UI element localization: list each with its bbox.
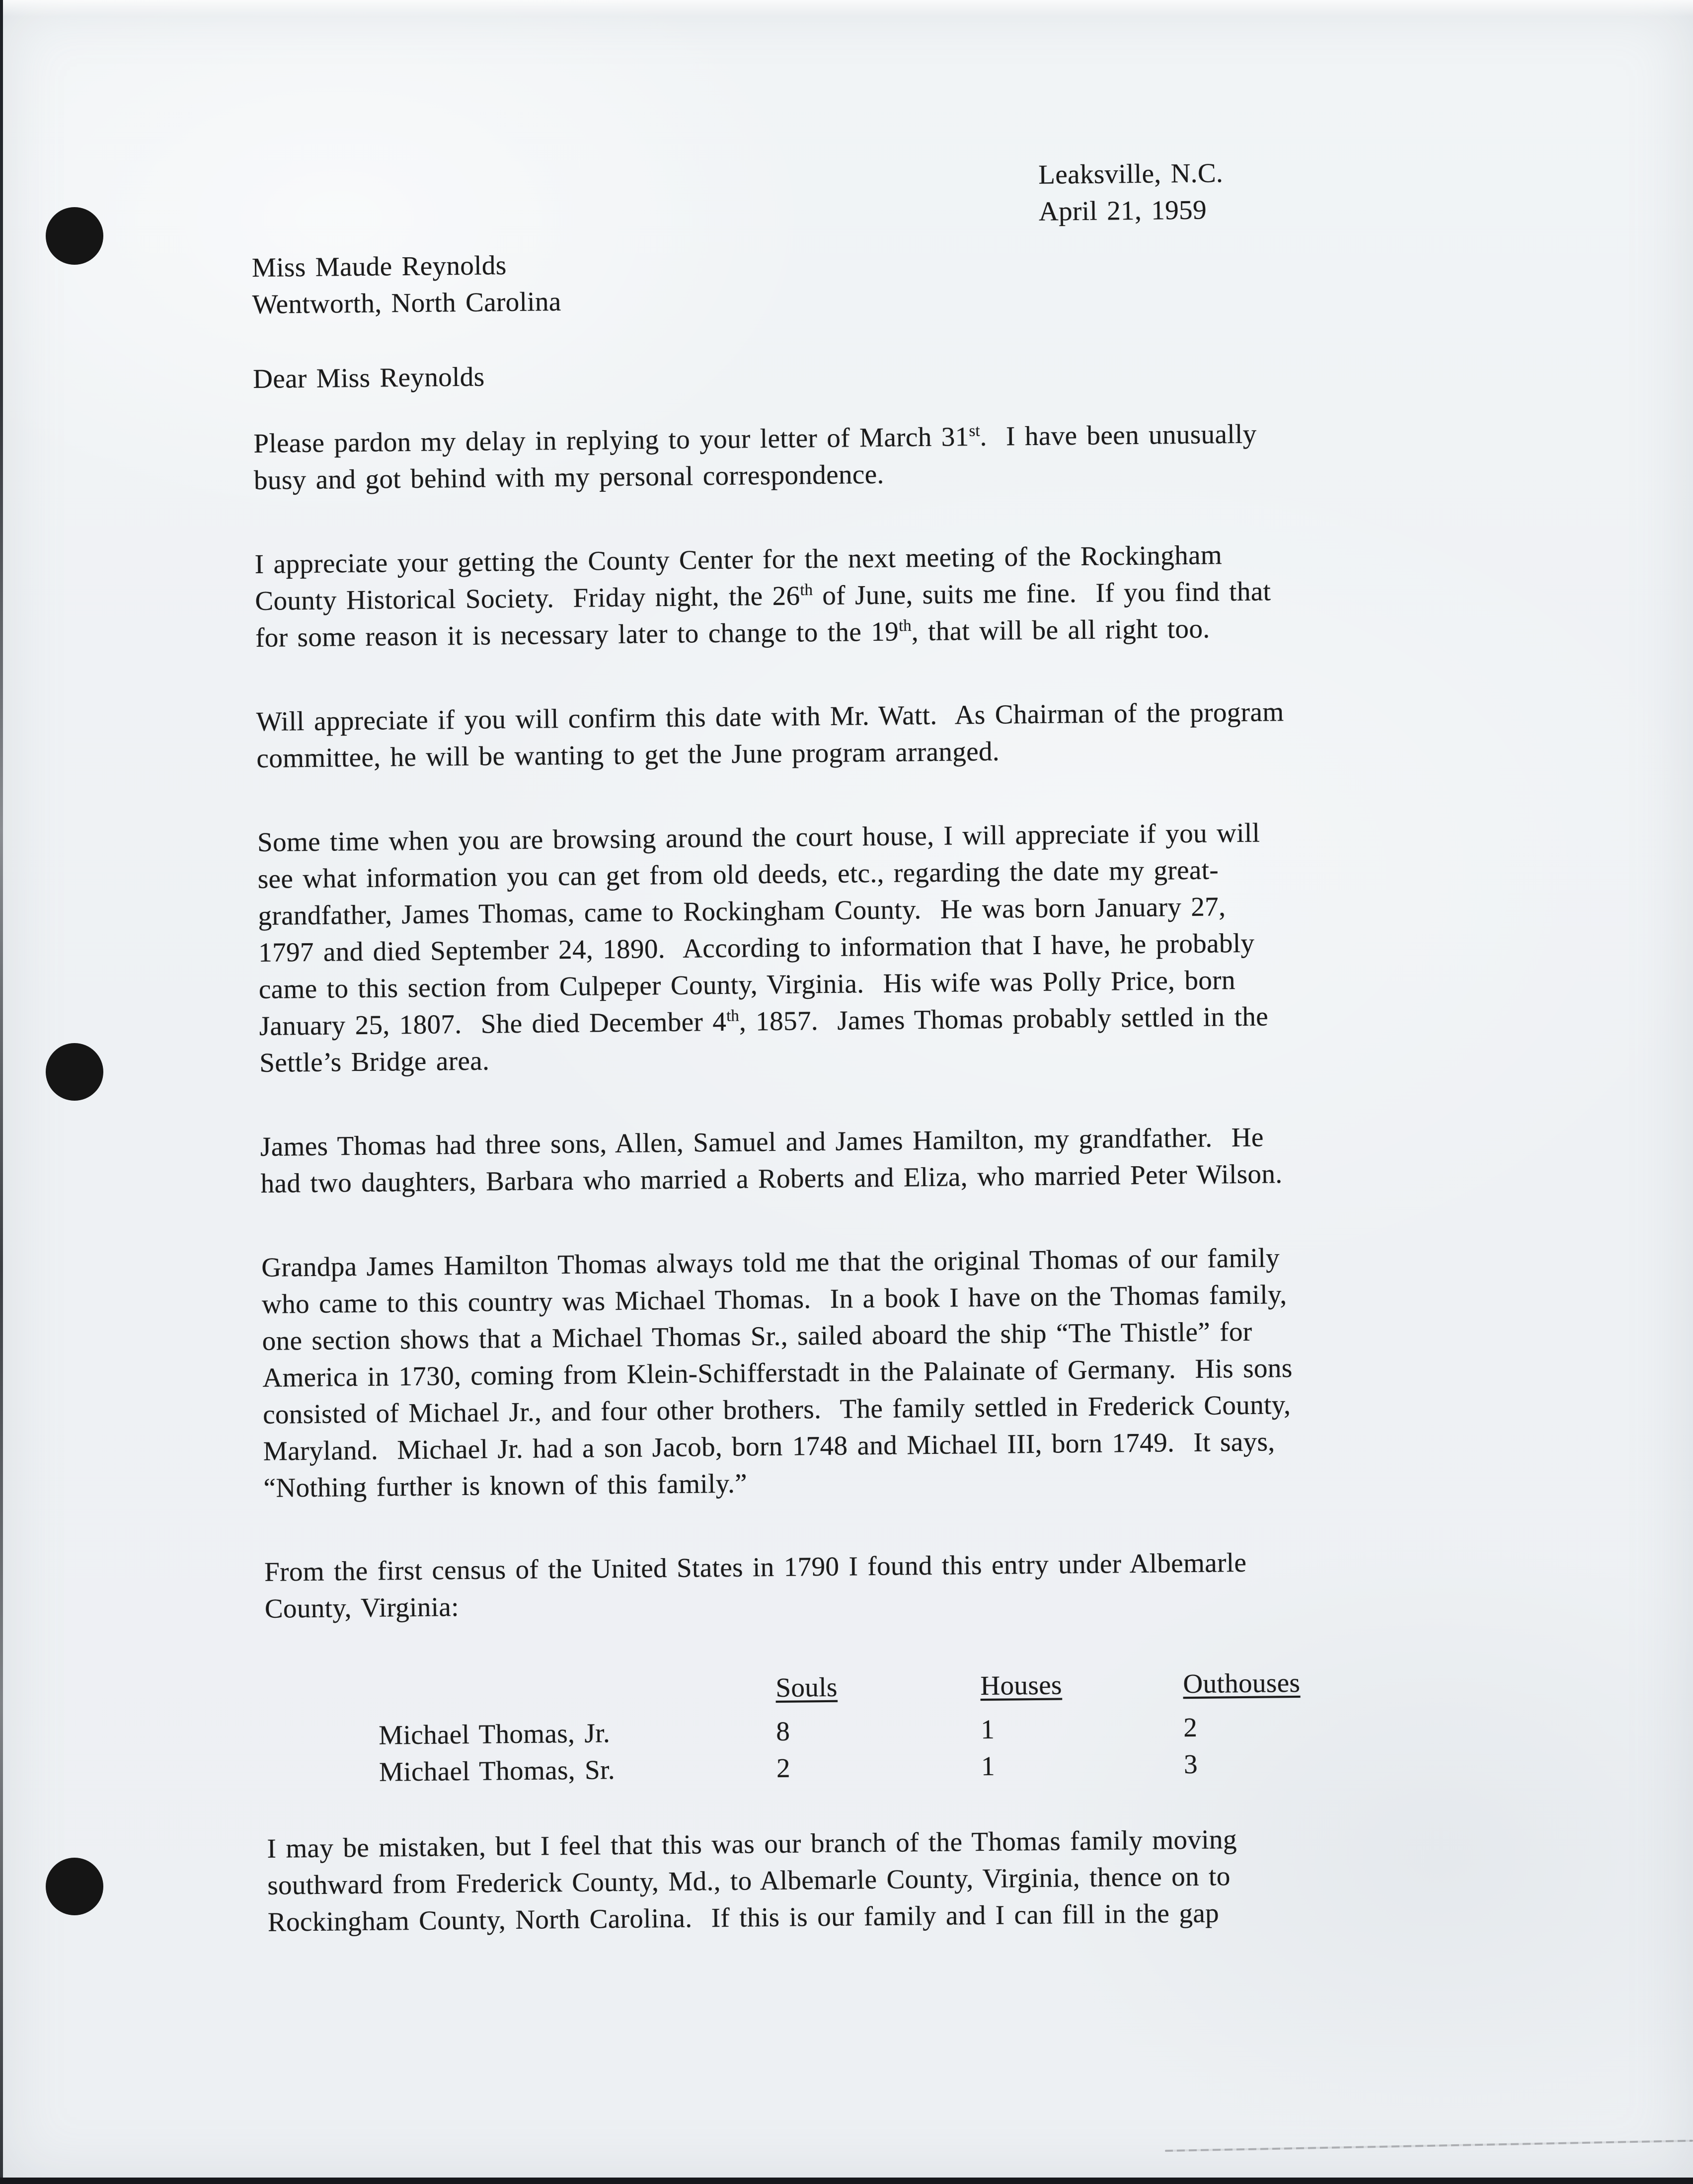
letter-line: I appreciate your getting the County Center for the next meeting of the Rockingham <box>254 539 1223 579</box>
census-header-souls: Souls <box>775 1671 838 1703</box>
letter-line: County, Virginia: <box>264 1591 460 1624</box>
census-header-outhouses: Outhouses <box>1183 1667 1301 1699</box>
scan-edge-left <box>0 0 3 2184</box>
recipient-address: Wentworth, North Carolina <box>252 286 561 319</box>
census-cell-houses: 1 <box>981 1750 996 1782</box>
letter-line: consisted of Michael Jr., and four other brothers. The family settled in Frederick County, <box>262 1389 1291 1430</box>
letter-line: January 25, 1807. She died December 4th, 1857. James Thomas probably settled in the <box>259 1001 1269 1041</box>
letter-paragraph <box>264 1542 1487 1627</box>
letter-line: James Thomas had three sons, Allen, Samuel and James Hamilton, my grandfather. He <box>260 1122 1264 1162</box>
letter-line: From the first census of the United States in 1790 I found this entry under Albemarle <box>264 1547 1247 1587</box>
letter-line: busy and got behind with my personal correspondence. <box>253 458 884 495</box>
letter-line: see what information you can get from old deeds, etc., regarding the date my great- <box>257 854 1219 894</box>
letter-paragraph <box>254 534 1477 656</box>
letter-line: Some time when you are browsing around the court house, I will appreciate if you will <box>257 817 1260 857</box>
letter-line: for some reason it is necessary later to change to the 19th, that will be all right too. <box>255 613 1210 653</box>
letter-closing <box>267 1818 1490 1941</box>
letter-paragraph <box>253 413 1476 499</box>
census-cell-souls: 2 <box>776 1752 791 1783</box>
hole-punch-top <box>46 207 103 265</box>
letter-line: grandfather, James Thomas, came to Rockingham County. He was born January 27, <box>258 891 1226 931</box>
letter-line: “Nothing further is known of this family.” <box>263 1468 748 1503</box>
letter-line: southward from Frederick County, Md., to Albemarle County, Virginia, thence on to <box>267 1861 1231 1900</box>
recipient-name: Miss Maude Reynolds <box>251 250 507 283</box>
census-cell-outhouses: 2 <box>1183 1712 1198 1743</box>
letter-paragraph <box>267 1818 1490 1941</box>
letter-line: one section shows that a Michael Thomas Sr., sailed aboard the ship “The Thistle” for <box>262 1316 1252 1356</box>
letter-body <box>253 413 1487 1627</box>
hole-punch-middle <box>46 1043 103 1101</box>
salutation: Dear Miss Reynolds <box>252 361 485 394</box>
letter-line: Maryland. Michael Jr. had a son Jacob, born 1748 and Michael III, born 1749. It says, <box>263 1426 1275 1466</box>
dateline <box>1038 152 1473 229</box>
letter-line: Settle’s Bridge area. <box>259 1045 490 1078</box>
letter-line: Will appreciate if you will confirm this date with Mr. Watt. As Chairman of the program <box>256 696 1284 737</box>
letter-line: Grandpa James Hamilton Thomas always told me that the original Thomas of our family <box>261 1242 1280 1282</box>
scan-edge-bottom <box>0 2178 1693 2184</box>
letter-line: committee, he will be wanting to get the June program arranged. <box>256 736 1000 773</box>
letter-paragraph <box>256 691 1478 777</box>
letter-line: America in 1730, coming from Klein-Schifferstadt in the Palainate of Germany. His sons <box>262 1352 1293 1393</box>
letter-line: 1797 and died September 24, 1890. According to information that I have, he probably <box>258 927 1255 968</box>
superscript-ordinal: th <box>898 616 912 635</box>
census-table <box>378 1662 1488 1790</box>
recipient-block <box>252 237 1474 323</box>
census-cell-name: Michael Thomas, Jr. <box>379 1718 611 1750</box>
pencil-scratch-mark <box>1165 2140 1693 2152</box>
letter-line: came to this section from Culpeper County, Virginia. His wife was Polly Price, born <box>258 965 1236 1004</box>
census-cell-outhouses: 3 <box>1183 1748 1198 1780</box>
hole-punch-bottom <box>46 1858 103 1915</box>
superscript-ordinal: st <box>969 422 980 440</box>
superscript-ordinal: th <box>726 1007 740 1025</box>
letter-line: had two daughters, Barbara who married a Roberts and Eliza, who married Peter Wilson. <box>260 1158 1283 1199</box>
census-cell-souls: 8 <box>776 1716 790 1746</box>
scan-top-glare <box>0 0 1693 17</box>
letter-paragraph <box>257 812 1482 1081</box>
census-cell-name: Michael Thomas, Sr. <box>379 1754 616 1787</box>
letter-line: County Historical Society. Friday night, the 26th of June, suits me fine. If you find that <box>255 576 1271 616</box>
superscript-ordinal: th <box>800 581 813 600</box>
letter-line: Rockingham County, North Carolina. If this is our family and I can fill in the gap <box>267 1897 1220 1937</box>
letter-content <box>251 152 1490 1987</box>
census-header-row <box>378 1662 1488 1710</box>
letter-paragraph <box>260 1117 1483 1202</box>
dateline-date: April 21, 1959 <box>1038 194 1207 226</box>
letter-paragraph <box>261 1237 1486 1506</box>
census-cell-houses: 1 <box>981 1714 995 1745</box>
dateline-city: Leaksville, N.C. <box>1038 157 1224 190</box>
census-rows <box>379 1706 1488 1790</box>
letter-line: who came to this country was Michael Thomas. In a book I have on the Thomas family, <box>261 1279 1287 1319</box>
letter-line: Please pardon my delay in replying to your letter of March 31st. I have been unusually <box>253 418 1257 458</box>
letter-line: I may be mistaken, but I feel that this was our branch of the Thomas family moving <box>267 1824 1237 1864</box>
census-header-houses: Houses <box>980 1669 1063 1701</box>
